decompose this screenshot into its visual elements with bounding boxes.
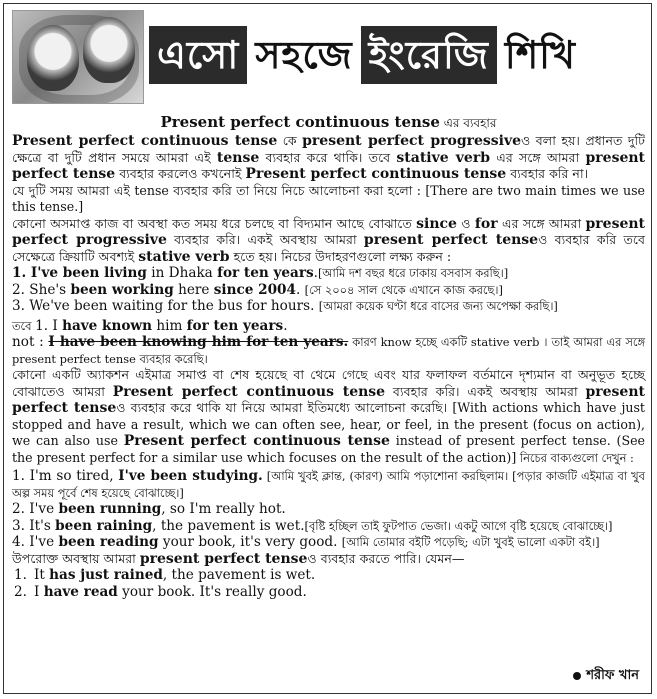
photo-person-right: [83, 17, 135, 83]
text: এর সঙ্গে আমরা: [497, 215, 586, 231]
title-part-1: এসো: [149, 26, 247, 84]
text: 1. I: [35, 317, 63, 334]
text: ও: [456, 215, 475, 231]
text: for ten years: [186, 317, 284, 334]
term: present perfect progressive: [302, 133, 522, 149]
heading-english: Present perfect continuous tense: [160, 113, 440, 131]
text: have read: [43, 583, 118, 600]
text: হতে হয়। নিচের উদাহরণগুলো লক্ষ্য করুন :: [229, 248, 452, 264]
text: for ten years: [217, 265, 314, 281]
item-number: 1.: [14, 567, 27, 583]
text: since 2004: [213, 281, 296, 298]
paragraph-but: [12, 318, 645, 335]
text: ব্যবহার করি। একই অবস্থায় আমরা: [385, 383, 586, 399]
translation: [আমরা কয়েক ঘণ্টা ধরে বাসের জন্য অপেক্ষা করছি।]: [318, 299, 558, 313]
term: present perfect tense: [139, 550, 308, 567]
term: present perfect progressive: [12, 215, 646, 248]
text: এর সঙ্গে আমরা: [490, 149, 586, 165]
text: instead of present perfect tense. (See the present perfect for a similar use which focuses on the result of the action)]: [12, 433, 645, 465]
article-body: [12, 112, 645, 600]
example-2-1: [12, 468, 645, 501]
text: ও ব্যবহার করি তবে সেক্ষেত্রে ক্রিয়াটি অবশ্যই: [12, 232, 645, 264]
translation: [আমি দশ বছর ধরে ঢাকায় বসবাস করছি।]: [317, 266, 509, 280]
text: ব্যবহার করে থাকি। তবে: [259, 149, 397, 165]
translation: [বৃষ্টি হচ্ছিল তাই ফুটপাত ভেজা। একটু আগে বৃষ্টি হয়েছে বোঝাচ্ছে।]: [304, 518, 613, 533]
translation: [আমি খুবই ক্লান্ত, (কারণ) আমি পড়াশোনা করছিলাম। [পড়ার কাজটি এইমাত্র বা খুব অল্প সময় পূর্বে শেষ হয়েছে বোঝাচ্ছে।]: [12, 469, 645, 500]
article-heading: [12, 112, 645, 133]
text: ও বলা হয়। প্রধানত দুটি ক্ষেত্রে বা দুটি প্রধান সময়ে আমরা এই: [12, 133, 645, 165]
struck-sentence: I have been knowing him for ten years.: [48, 334, 349, 350]
text: 2. She's: [12, 281, 71, 298]
text: here: [173, 281, 214, 298]
term: Present perfect continuous tense: [12, 133, 278, 149]
text: .: [295, 281, 305, 298]
example-2-4: [12, 534, 645, 551]
text: উপরোক্ত অবস্থায় আমরা: [12, 550, 140, 566]
title-part-2: সহজে: [247, 26, 360, 84]
text: 1. I'm so tired,: [12, 468, 119, 484]
text: I've been studying.: [118, 468, 263, 484]
text: 1. I've been living: [12, 265, 147, 281]
title-part-3: ইংরেজি: [361, 26, 497, 84]
heading-bengali: এর ব্যবহার: [439, 116, 497, 130]
text: ও ব্যবহার করতে পারি। যেমন—: [307, 550, 465, 566]
text: কারণ know হচ্ছে একটি stative verb । তাই আমরা এর সঙ্গে present perfect tense ব্যবহার করেছি।: [12, 335, 645, 366]
term: stative verb: [138, 248, 230, 265]
term: present perfect tense: [12, 149, 646, 182]
paragraph-result-actions: [12, 367, 645, 466]
text: 3. We've been waiting for the bus for hours.: [12, 298, 319, 314]
paragraph-intro: [12, 133, 645, 183]
text: , the pavement is wet.: [152, 517, 305, 534]
bullet-icon: [573, 672, 581, 680]
example-1-3: [12, 298, 645, 315]
header-photo: [12, 10, 144, 104]
term: for: [474, 215, 498, 232]
term: since: [416, 215, 457, 232]
paragraph-two-times: যে দুটি সময় আমরা এই tense ব্যবহার করি তা নিয়ে নিচে আলোচনা করা হলো : [There are two main times we use this tense.]: [12, 182, 645, 214]
term: present perfect tense: [12, 383, 645, 416]
text: ব্যবহার করি। একই অবস্থায় আমরা: [166, 232, 364, 247]
term: Present perfect continuous tense: [123, 433, 390, 449]
example-2-3: [12, 518, 645, 535]
text: been raining: [55, 517, 153, 534]
text: কে: [277, 133, 303, 148]
term: stative verb: [396, 149, 490, 166]
term: present perfect tense: [363, 232, 539, 248]
text: been working: [70, 281, 174, 298]
text: 4. I've: [12, 534, 59, 550]
paragraph-since-for: [12, 216, 645, 266]
text: ও ব্যবহার করে থাকি যা নিয়ে আমরা ইতিমধ্যে আলোচনা করেছি। [With actions which have just stopped and have a result, which we can often see, hear, or feel, in the present (focus on action), we can also use: [12, 400, 645, 448]
text: your book. It's really good.: [117, 583, 307, 600]
text: 3. It's: [12, 517, 56, 534]
translation: [আমি তোমার বইটি পড়েছি; এটা খুবই ভালো একটা বই।]: [341, 535, 600, 549]
text: I: [34, 583, 44, 600]
author-name: শরীফ খান: [586, 668, 639, 683]
example-1-2: [12, 282, 645, 299]
example-1-1: [12, 265, 645, 282]
text: .: [283, 317, 288, 334]
text: কোনো অসমাপ্ত কাজ বা অবস্থা কত সময় ধরে চলছে বা বিদ্যমান আছে বোঝাতে: [12, 215, 417, 231]
text: have known: [62, 317, 153, 334]
text: in Dhaka: [146, 265, 218, 281]
item-number: 2.: [14, 583, 27, 600]
text: ব্যবহার করলেও কখনোই: [115, 166, 246, 181]
section-title: [149, 24, 643, 86]
paragraph-also-present-perfect: [12, 551, 645, 568]
paragraph-not: [12, 334, 645, 367]
text: , the pavement is wet.: [162, 567, 316, 583]
text: him: [152, 317, 187, 334]
text: .: [313, 265, 318, 281]
example-3-1: [12, 567, 645, 584]
text: 2. I've: [12, 501, 59, 517]
text: been reading: [58, 534, 159, 550]
header: [4, 4, 651, 108]
translation: [সে ২০০৪ সাল থেকে এখানে কাজ করছে।]: [304, 282, 503, 297]
term: Present perfect continuous tense: [112, 383, 386, 400]
author-byline: [573, 666, 639, 687]
text: কোনো একটি অ্যাকশন এইমাত্র সমাপ্ত বা শেষ হয়েছে বা থেমে গেছে এবং যার ফলাফল বর্তমানে দৃশ্যমান বা অনুভূত হচ্ছে বোঝাতেও আমরা: [12, 367, 645, 399]
text: ব্যবহার করি না।: [506, 166, 589, 181]
text: your book, it's very good.: [158, 534, 342, 550]
text: been running: [58, 501, 162, 517]
text: তবে: [12, 318, 36, 333]
text: not :: [12, 334, 49, 350]
text: It: [34, 567, 50, 583]
term: tense: [216, 149, 260, 166]
title-part-4: শিখি: [497, 26, 584, 84]
term: Present perfect continuous tense: [245, 166, 507, 182]
photo-person-left: [27, 25, 79, 91]
text: নিচের বাক্যগুলো দেখুন :: [516, 450, 634, 465]
text: has just rained: [49, 567, 163, 583]
text: , so I'm really hot.: [161, 501, 286, 517]
article-frame: [3, 3, 652, 694]
example-3-2: [12, 584, 645, 601]
example-2-2: [12, 501, 645, 518]
